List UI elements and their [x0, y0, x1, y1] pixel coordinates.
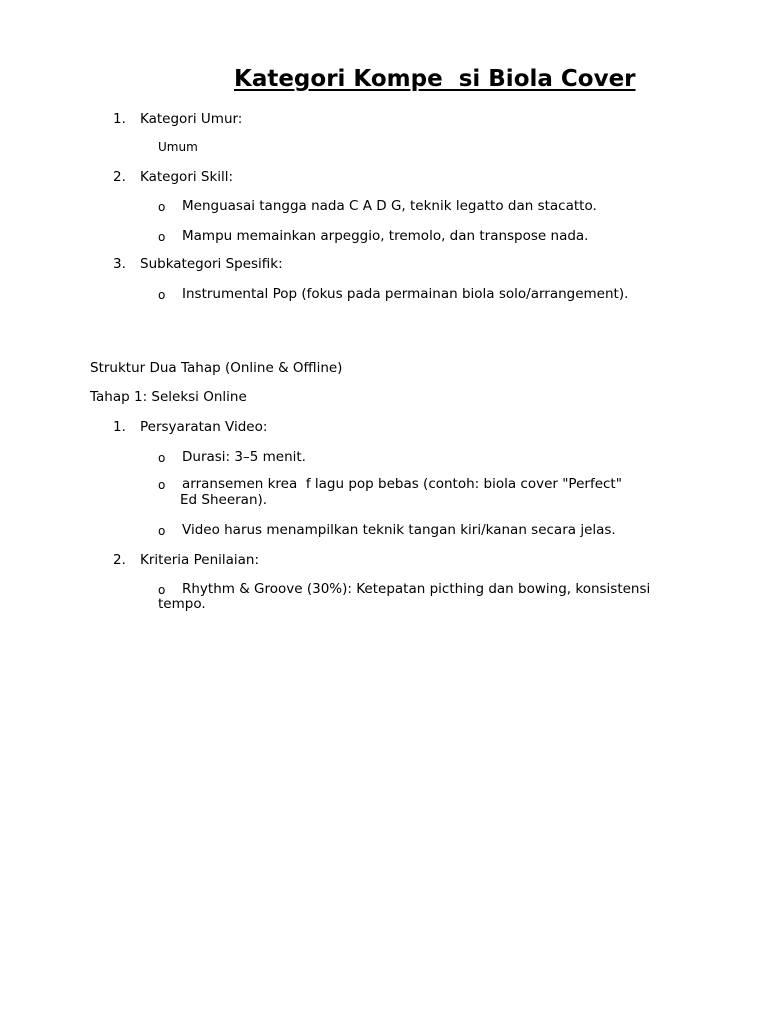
video-bullet-text-continued: Ed Sheeran).	[180, 492, 268, 508]
subcategory-bullet-text: Instrumental Pop (fokus pada permainan biola solo/arrangement).	[182, 286, 629, 302]
subcategory-label: Subkategori Spesifik:	[140, 256, 283, 272]
list-number: 3.	[113, 256, 126, 272]
criteria-bullet-text-continued: tempo.	[158, 596, 206, 612]
page-title: Kategori Kompe si Biola Cover	[234, 66, 636, 92]
stage-heading: Tahap 1: Seleksi Online	[90, 389, 247, 405]
bullet-marker: o	[158, 200, 166, 214]
bullet-marker: o	[158, 524, 166, 538]
category-age-label: Kategori Umur:	[140, 111, 243, 127]
list-number: 2.	[113, 552, 126, 568]
judging-criteria-label: Kriteria Penilaian:	[140, 552, 260, 568]
bullet-marker: o	[158, 230, 166, 244]
bullet-marker: o	[158, 583, 166, 597]
video-bullet-text: Video harus menampilkan teknik tangan kiri/kanan secara jelas.	[182, 522, 616, 538]
video-bullet-text: Durasi: 3–5 menit.	[182, 449, 306, 465]
category-skill-label: Kategori Skill:	[140, 169, 234, 185]
bullet-marker: o	[158, 288, 166, 302]
list-number: 1.	[113, 419, 126, 435]
video-requirements-label: Persyaratan Video:	[140, 419, 268, 435]
bullet-marker: o	[158, 451, 166, 465]
skill-bullet-text: Mampu memainkan arpeggio, tremolo, dan transpose nada.	[182, 228, 589, 244]
criteria-bullet-text: Rhythm & Groove (30%): Ketepatan picthing dan bowing, konsistensi	[182, 581, 651, 597]
video-bullet-text: arransemen krea f lagu pop bebas (contoh: biola cover "Perfect"	[182, 476, 622, 492]
bullet-marker: o	[158, 478, 166, 492]
list-number: 1.	[113, 111, 126, 127]
category-age-value: Umum	[158, 140, 198, 154]
skill-bullet-text: Menguasai tangga nada C A D G, teknik legatto dan stacatto.	[182, 198, 597, 214]
section-heading: Struktur Dua Tahap (Online & Offline)	[90, 360, 343, 376]
list-number: 2.	[113, 169, 126, 185]
